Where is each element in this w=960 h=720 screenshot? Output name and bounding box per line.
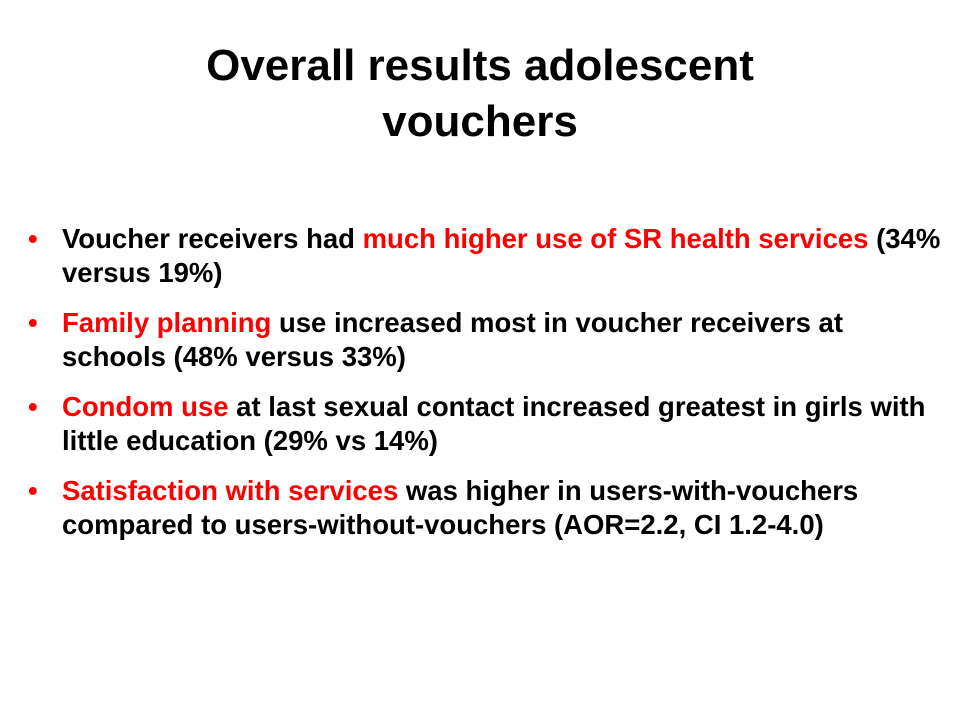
- bullet-dot-icon: •: [28, 391, 38, 422]
- bullet-text-post: at last sexual contact increased greatest in girls with little education (29% vs 14%): [62, 391, 926, 456]
- bullet-item-4: [24, 474, 950, 542]
- bullet-dot-icon: •: [28, 223, 38, 254]
- bullet-text-post: (34% versus 19%): [62, 223, 941, 288]
- bullet-dot-icon: •: [28, 307, 38, 338]
- bullet-list: [24, 222, 950, 558]
- bullet-text-post: use increased most in voucher receivers at schools (48% versus 33%): [62, 307, 843, 372]
- bullet-text-pre: Voucher receivers had: [62, 223, 363, 254]
- bullet-item-3: [24, 390, 950, 458]
- slide-title: [80, 38, 880, 150]
- bullet-text-post: was higher in users-with-vouchers compared to users-without-vouchers (AOR=2.2, CI 1.2-4.0): [62, 475, 859, 540]
- bullet-dot-icon: •: [28, 475, 38, 506]
- bullet-item-1: [24, 222, 950, 290]
- bullet-highlight: Satisfaction with services: [62, 475, 399, 506]
- bullet-highlight: Family planning: [62, 307, 272, 338]
- bullet-highlight: much higher use of SR health services: [362, 223, 869, 254]
- title-line-2: vouchers: [382, 97, 578, 146]
- bullet-highlight: Condom use: [62, 391, 229, 422]
- title-line-1: Overall results adolescent: [206, 41, 754, 90]
- bullet-item-2: [24, 306, 950, 374]
